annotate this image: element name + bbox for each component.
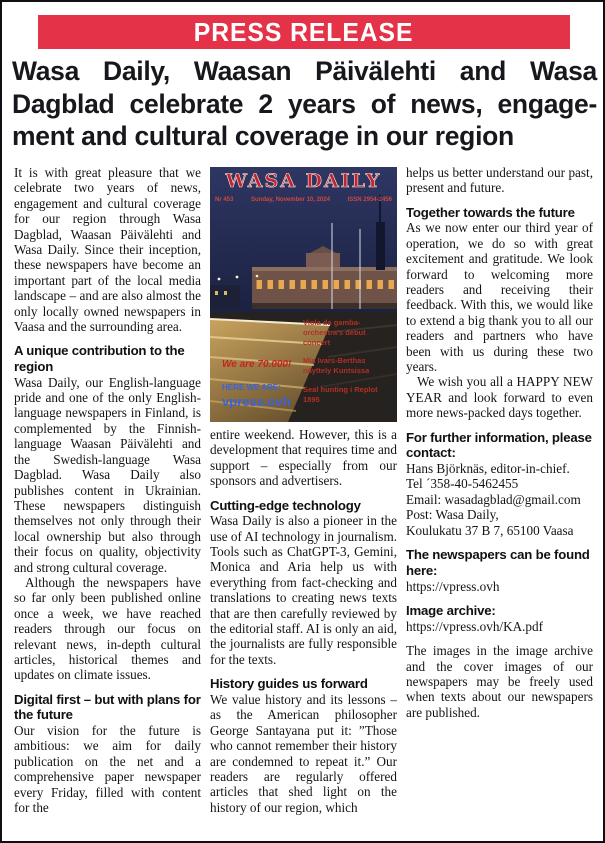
article-columns: [14, 165, 595, 839]
cover-masthead: WASA DAILY: [225, 170, 382, 192]
paragraph: Although the newspapers have so far only been published online once a week, we have reached readers through our focus on relevant news, in-depth cultural articles, historical themes and updates on climate issues.: [14, 574, 201, 683]
headline: [12, 55, 597, 153]
section-heading: Cutting-edge technology: [210, 497, 361, 513]
cover-issue-number: Nr 453: [215, 197, 234, 203]
image-archive-heading: Image archive:: [406, 603, 496, 619]
contact-email: Email: wasadagblad@gmail.com: [406, 491, 581, 507]
paragraph: We value history and its lessons – as the American philosopher George Santayana put it: ”Those who cannot remember their history are condemned to repeat it.” Our readers are regularly offered articles that shed light on the history of our region, which: [210, 691, 397, 815]
section-heading: Together towards the future: [406, 204, 575, 220]
newspapers-location-heading: The newspapers can be found here:: [406, 547, 590, 578]
cover-here-we-are-label: HERE WE ARE:: [222, 383, 281, 392]
image-archive-url: https://vpress.ovh/KA.pdf: [406, 618, 544, 634]
paragraph: It is with great pleasure that we celebrate two years of news, engagement and cultural coverage for our region through Wasa Dagblad, Waasan Päivälehti and Wasa Daily. Since their inception, these newspapers have become an important part of the local media landscape – and are also almost the only locally owned newspapers in Vaasa and the surrounding area.: [14, 165, 201, 335]
headline-line-2: Dagblad celebrate 2 years of news, engage-: [12, 88, 597, 119]
paragraph: As we now enter our third year of operation, we do so with great excitement and gratitude. We look forward to welcoming more readers and receiving their feedback. With this, we would like to extend a big thank you to all our readers and partners who have been with us during these two years.: [406, 220, 593, 375]
paragraph: Wasa Daily, our English-language pride and one of the only English-language newspapers in Finland, is complemented by the Finnish-language Waasan Päivälehti and the Swedish-language Wasa Dagblad. Wasa Daily also publishes content in Ukrainian. These newspapers distinguish themselves not only through their local ownership but also through their focus on quality, objectivity and strong cultural coverage.: [14, 374, 201, 575]
newspaper-cover: [210, 167, 397, 422]
cover-date: Sunday, November 10, 2024: [251, 197, 330, 203]
contact-heading: For further information, please contact:: [406, 429, 592, 461]
paragraph: Wasa Daily is also a pioneer in the use of AI technology in journalism. Tools such as ChatGPT-3, Gemini, Monica and Aria help us with everything from fact-checking and translations to creating news texts that are then carefully reviewed by the editorial staff. AI is only an aid, the journalists are fully responsible for the texts.: [210, 513, 397, 667]
cover-teaser: Mia Ivars-Berthas näyttely Kuntsissa: [303, 356, 370, 375]
contact-address: Koulukatu 37 B 7, 65100 Vaasa: [406, 522, 574, 538]
section-heading: A unique contribution to the region: [14, 343, 185, 375]
headline-line-3: ment and cultural coverage in our region: [12, 121, 514, 151]
contact-post: Post: Wasa Daily,: [406, 507, 499, 523]
paragraph: We wish you all a HAPPY NEW YEAR and look forward to even more news-packed days together.: [406, 374, 593, 421]
column-1: [14, 165, 201, 839]
contact-phone: Tel ´358-40-5462455: [406, 476, 519, 492]
newspapers-url: https://vpress.ovh: [406, 578, 500, 594]
column-3: [406, 165, 593, 839]
cover-dateline: [215, 197, 392, 203]
headline-line-1: Wasa Daily, Waasan Päivälehti and Wasa: [12, 56, 597, 86]
cover-promo-readers-count: We are 70.000!: [222, 359, 292, 370]
paragraph: entire weekend. However, this is a development that requires time and support – especially from our sponsors and advertisers.: [210, 427, 397, 489]
contact-name: Hans Björknäs, editor-in-chief.: [406, 460, 570, 476]
cover-teaser: Viola da gamba-orchestra's debut concert: [303, 318, 366, 347]
cover-teasers: [303, 318, 391, 404]
press-release-banner: [38, 15, 570, 49]
column-2: [210, 165, 397, 839]
cover-issn: ISSN 2954-2456: [347, 197, 392, 203]
paragraph: helps us better understand our past, present and future.: [406, 165, 593, 196]
banner-title: PRESS RELEASE: [194, 16, 414, 47]
image-usage-note: The images in the image archive and the cover images of our newspapers may be freely used when texts about our newspapers are published.: [406, 643, 593, 720]
cover-teaser: Seal hunting i Replot 1895: [303, 384, 378, 404]
section-heading: History guides us forward: [210, 676, 368, 692]
paragraph: Our vision for the future is ambitious: we aim for daily publication on the net and a comprehensive paper newspaper every Friday, filled with content for the: [14, 722, 201, 815]
section-heading: Digital first – but with plans for the future: [14, 691, 201, 723]
cover-website-url: vpress.ovh: [222, 394, 291, 409]
